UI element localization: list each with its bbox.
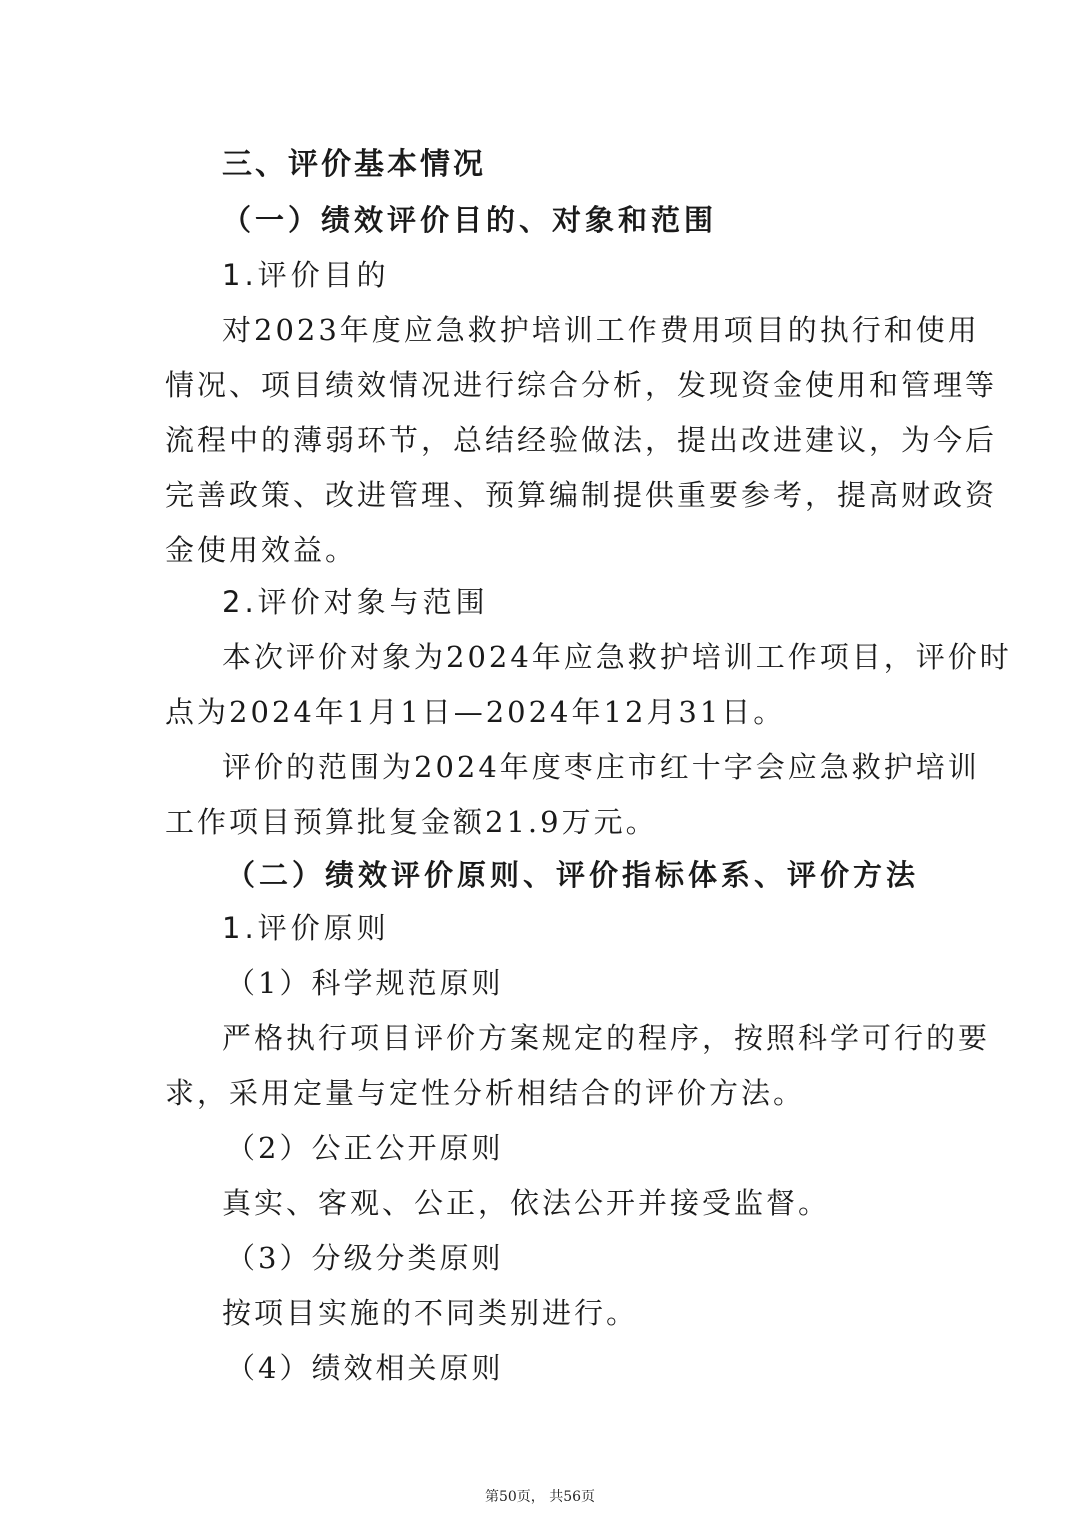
- subsection-heading: （二）绩效评价原则、评价指标体系、评价方法: [226, 858, 920, 892]
- paragraph-line: 情况、项目绩效情况进行综合分析，发现资金使用和管理等: [165, 368, 998, 402]
- paragraph-line: 流程中的薄弱环节，总结经验做法，提出改进建议，为今后: [165, 423, 998, 457]
- paragraph-line: 求，采用定量与定性分析相结合的评价方法。: [165, 1076, 806, 1110]
- paragraph-line: 严格执行项目评价方案规定的程序，按照科学可行的要: [222, 1021, 991, 1055]
- paragraph-line: 点为2024年1月1日—2024年12月31日。: [165, 695, 786, 729]
- item-heading: 2.评价对象与范围: [222, 585, 489, 619]
- paragraph-line: 工作项目预算批复金额21.9万元。: [165, 805, 658, 839]
- principle-heading: （4）绩效相关原则: [226, 1351, 504, 1385]
- paragraph-line: 评价的范围为2024年度枣庄市红十字会应急救护培训: [222, 750, 980, 784]
- item-heading: 1.评价目的: [222, 258, 390, 292]
- paragraph-line: 按项目实施的不同类别进行。: [222, 1296, 639, 1330]
- paragraph-line: 完善政策、改进管理、预算编制提供重要参考，提高财政资: [165, 478, 998, 512]
- paragraph-line: 真实、客观、公正，依法公开并接受监督。: [222, 1186, 831, 1220]
- page-number: 第50页， 共56页: [484, 1489, 596, 1505]
- paragraph-line: 本次评价对象为2024年应急救护培训工作项目，评价时: [222, 640, 1012, 674]
- subsection-heading: （一）绩效评价目的、对象和范围: [222, 203, 718, 237]
- paragraph-line: 金使用效益。: [165, 533, 358, 567]
- item-heading: 1.评价原则: [222, 911, 390, 945]
- principle-heading: （1）科学规范原则: [226, 966, 504, 1000]
- section-heading: 三、评价基本情况: [222, 147, 486, 182]
- principle-heading: （2）公正公开原则: [226, 1131, 504, 1165]
- paragraph-line: 对2023年度应急救护培训工作费用项目的执行和使用: [222, 313, 980, 347]
- principle-heading: （3）分级分类原则: [226, 1241, 504, 1275]
